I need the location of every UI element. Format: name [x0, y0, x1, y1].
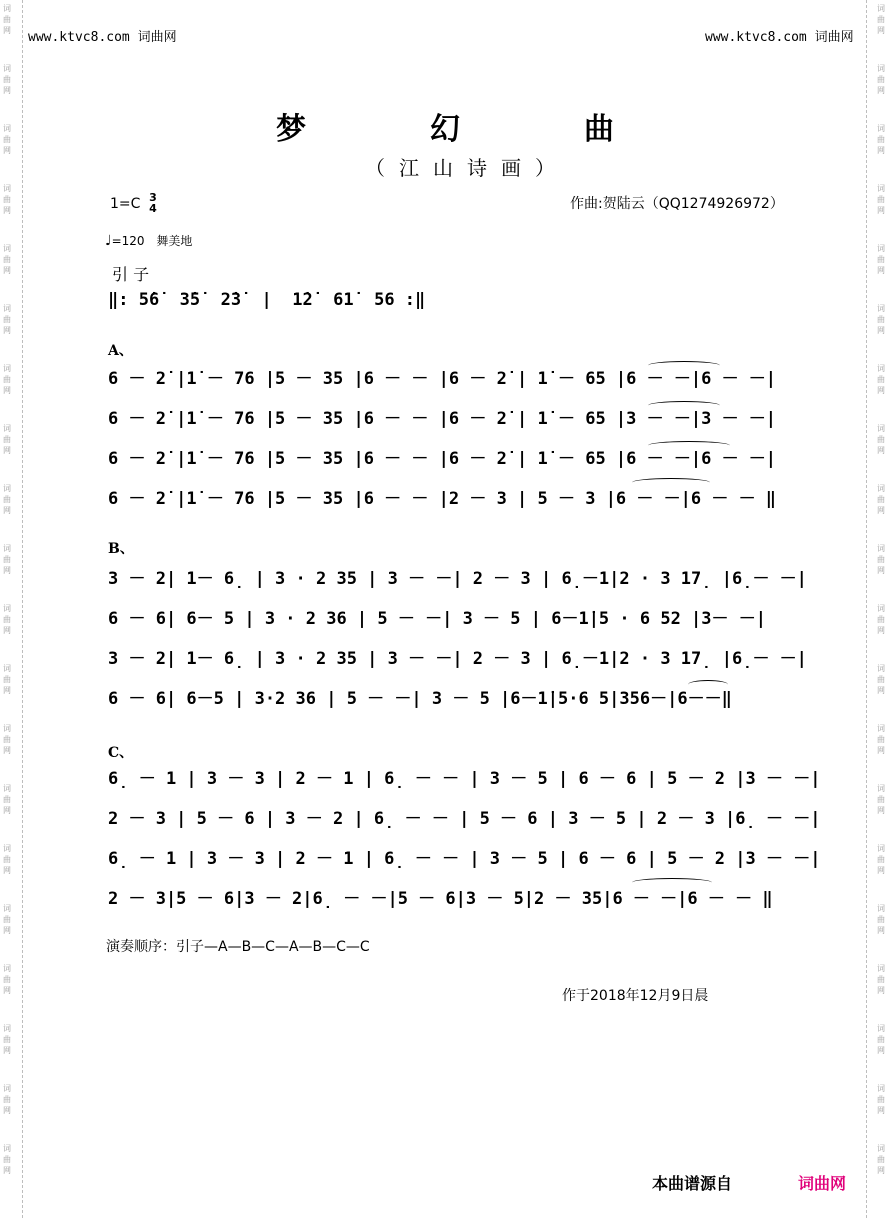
watermark-glyph: 网: [3, 926, 11, 935]
watermark-glyph: 网: [877, 1046, 885, 1055]
left-margin-line: [22, 0, 23, 1218]
watermark-glyph: 词: [3, 184, 11, 193]
watermark-glyph: 网: [877, 566, 885, 575]
intro-label: 引 子: [112, 265, 150, 284]
section-c-line-1: 6̣ － 1 | 3 － 3 | 2 － 1 | 6̣ － － | 3 － 5 | 6 － 6 | 5 － 2 |3 － －|: [108, 769, 821, 789]
watermark-glyph: 网: [3, 866, 11, 875]
watermark-glyph: 曲: [3, 915, 11, 924]
header-left-site[interactable]: www.ktvc8.com 词曲网: [28, 30, 177, 45]
watermark-glyph: 词: [877, 964, 885, 973]
watermark-glyph: 网: [3, 386, 11, 395]
watermark-glyph: 词: [877, 1144, 885, 1153]
watermark-glyph: 网: [877, 86, 885, 95]
time-signature: [148, 192, 158, 214]
watermark-glyph: 曲: [877, 975, 885, 984]
watermark-glyph: 曲: [3, 1035, 11, 1044]
right-margin-line: [866, 0, 867, 1218]
watermark-glyph: 网: [877, 806, 885, 815]
watermark-glyph: 网: [877, 986, 885, 995]
watermark-glyph: 曲: [877, 675, 885, 684]
section-a-line-3: 6 － 2̇ |1̇ － 76 |5 － 35 |6 － － |6 － 2̇ | 1̇ － 65 |6 － －|6 － －|: [108, 449, 777, 469]
watermark-glyph: 词: [3, 364, 11, 373]
footer-source: 本曲谱源自: [652, 1174, 733, 1193]
watermark-glyph: 网: [3, 566, 11, 575]
section-b-line-1: 3 － 2| 1－ 6̣ | 3 · 2 35 | 3 － －| 2 － 3 | 6̣－1|2 · 3 17̣ |6̣－ －|: [108, 569, 807, 589]
tempo: [105, 232, 192, 249]
slur-b4: [688, 680, 728, 689]
watermark-glyph: 网: [3, 206, 11, 215]
watermark-glyph: 词: [3, 244, 11, 253]
watermark-glyph: 曲: [877, 135, 885, 144]
watermark-glyph: 曲: [877, 915, 885, 924]
watermark-glyph: 曲: [877, 195, 885, 204]
watermark-glyph: 词: [877, 484, 885, 493]
watermark-glyph: 网: [877, 866, 885, 875]
watermark-glyph: 词: [3, 1084, 11, 1093]
watermark-glyph: 曲: [877, 1035, 885, 1044]
watermark-glyph: 网: [3, 1046, 11, 1055]
watermark-glyph: 曲: [877, 255, 885, 264]
watermark-glyph: 词: [877, 1084, 885, 1093]
watermark-glyph: 曲: [3, 135, 11, 144]
tempo-expression: 舞美地: [156, 234, 193, 248]
watermark-glyph: 网: [3, 266, 11, 275]
watermark-glyph: 网: [877, 506, 885, 515]
left-watermark-column: [1, 0, 13, 1218]
section-a-line-2: 6 － 2̇ |1̇ － 76 |5 － 35 |6 － － |6 － 2̇ | 1̇ － 65 |3 － －|3 － －|: [108, 409, 777, 429]
time-signature-top: 3: [149, 191, 157, 204]
watermark-glyph: 曲: [877, 375, 885, 384]
watermark-glyph: 词: [3, 664, 11, 673]
watermark-glyph: 词: [3, 4, 11, 13]
slur-c4: [632, 878, 712, 887]
watermark-glyph: 网: [877, 1166, 885, 1175]
watermark-glyph: 词: [3, 304, 11, 313]
watermark-glyph: 网: [3, 746, 11, 755]
watermark-glyph: 曲: [3, 1155, 11, 1164]
watermark-glyph: 词: [877, 664, 885, 673]
watermark-glyph: 网: [3, 86, 11, 95]
watermark-glyph: 曲: [3, 675, 11, 684]
subtitle: （江山诗画）: [365, 156, 569, 180]
watermark-glyph: 网: [3, 806, 11, 815]
watermark-glyph: 曲: [3, 795, 11, 804]
section-c-line-2: 2 － 3 | 5 － 6 | 3 － 2 | 6̣ － － | 5 － 6 | 3 － 5 | 2 － 3 |6̣ － －|: [108, 809, 821, 829]
watermark-glyph: 网: [877, 386, 885, 395]
section-c-line-3: 6̣ － 1 | 3 － 3 | 2 － 1 | 6̣ － － | 3 － 5 | 6 － 6 | 5 － 2 |3 － －|: [108, 849, 821, 869]
title-char-3: 曲: [584, 112, 614, 147]
watermark-glyph: 网: [877, 326, 885, 335]
section-a-line-4: 6 － 2̇ |1̇ － 76 |5 － 35 |6 － － |2 － 3 | 5 － 3 |6 － －|6 － － ‖: [108, 489, 777, 509]
watermark-glyph: 网: [3, 1166, 11, 1175]
slur-a3: [648, 441, 730, 450]
watermark-glyph: 词: [877, 544, 885, 553]
time-signature-bottom: 4: [149, 202, 157, 215]
watermark-glyph: 网: [3, 506, 11, 515]
watermark-glyph: 网: [877, 206, 885, 215]
quarter-note-icon: ♩: [105, 233, 112, 249]
section-a-label: A、: [108, 343, 133, 359]
section-b-line-2: 6 － 6| 6－ 5 | 3 · 2 36 | 5 － －| 3 － 5 | 6－1̇|5 · 6 52 |3－ －|: [108, 609, 766, 629]
watermark-glyph: 曲: [3, 375, 11, 384]
watermark-glyph: 网: [877, 626, 885, 635]
watermark-glyph: 网: [3, 1106, 11, 1115]
watermark-glyph: 词: [3, 424, 11, 433]
watermark-glyph: 曲: [3, 615, 11, 624]
watermark-glyph: 曲: [3, 495, 11, 504]
watermark-glyph: 词: [877, 244, 885, 253]
watermark-glyph: 词: [3, 544, 11, 553]
watermark-glyph: 词: [3, 1024, 11, 1033]
watermark-glyph: 词: [877, 604, 885, 613]
watermark-glyph: 曲: [877, 735, 885, 744]
watermark-glyph: 曲: [877, 1095, 885, 1104]
watermark-glyph: 词: [877, 904, 885, 913]
watermark-glyph: 曲: [3, 15, 11, 24]
watermark-glyph: 词: [877, 1024, 885, 1033]
section-c-label: C、: [108, 745, 134, 761]
watermark-glyph: 网: [3, 326, 11, 335]
watermark-glyph: 词: [877, 64, 885, 73]
section-a-line-1: 6 － 2̇ |1̇ － 76 |5 － 35 |6 － － |6 － 2̇ | 1̇ － 65 |6 － －|6 － －|: [108, 369, 777, 389]
section-b-line-4: 6 － 6| 6－5 | 3·2 36 | 5 － －| 3 － 5 |6－1̇|5·6 5|356－|6－－‖: [108, 689, 732, 709]
watermark-glyph: 词: [3, 64, 11, 73]
watermark-glyph: 词: [3, 844, 11, 853]
watermark-glyph: 曲: [3, 975, 11, 984]
watermark-glyph: 曲: [3, 435, 11, 444]
watermark-glyph: 网: [877, 26, 885, 35]
watermark-glyph: 曲: [3, 555, 11, 564]
footer-brand-link[interactable]: 词曲网: [798, 1174, 847, 1193]
watermark-glyph: 曲: [3, 735, 11, 744]
watermark-glyph: 词: [877, 364, 885, 373]
watermark-glyph: 网: [877, 146, 885, 155]
watermark-glyph: 曲: [877, 1155, 885, 1164]
watermark-glyph: 曲: [877, 495, 885, 504]
watermark-glyph: 曲: [3, 195, 11, 204]
slur-a2: [648, 401, 720, 410]
watermark-glyph: 曲: [877, 75, 885, 84]
watermark-glyph: 词: [3, 1144, 11, 1153]
title-char-1: 梦: [276, 112, 306, 147]
watermark-glyph: 曲: [3, 855, 11, 864]
key-signature: 1=C: [110, 196, 141, 212]
watermark-glyph: 词: [877, 124, 885, 133]
watermark-glyph: 网: [877, 686, 885, 695]
watermark-glyph: 词: [3, 604, 11, 613]
title-char-2: 幻: [430, 112, 460, 147]
watermark-glyph: 网: [3, 986, 11, 995]
watermark-glyph: 曲: [877, 615, 885, 624]
watermark-glyph: 词: [877, 304, 885, 313]
watermark-glyph: 曲: [877, 555, 885, 564]
composer: 作曲:贺陆云（QQ1274926972）: [570, 196, 784, 212]
watermark-glyph: 曲: [3, 1095, 11, 1104]
slur-a1: [648, 361, 720, 370]
performance-order: 演奏顺序：引子—A—B—C—A—B—C—C: [106, 939, 370, 955]
watermark-glyph: 曲: [3, 315, 11, 324]
watermark-glyph: 曲: [877, 855, 885, 864]
watermark-glyph: 词: [877, 4, 885, 13]
watermark-glyph: 曲: [877, 15, 885, 24]
right-watermark-column: [875, 0, 887, 1218]
watermark-glyph: 词: [877, 724, 885, 733]
watermark-glyph: 词: [877, 184, 885, 193]
watermark-glyph: 词: [3, 904, 11, 913]
watermark-glyph: 网: [3, 146, 11, 155]
watermark-glyph: 曲: [877, 795, 885, 804]
watermark-glyph: 网: [3, 26, 11, 35]
watermark-glyph: 词: [3, 484, 11, 493]
tempo-value: =120: [111, 234, 145, 248]
watermark-glyph: 曲: [877, 315, 885, 324]
watermark-glyph: 网: [3, 626, 11, 635]
watermark-glyph: 词: [877, 844, 885, 853]
section-b-label: B、: [108, 541, 134, 557]
watermark-glyph: 网: [877, 266, 885, 275]
watermark-glyph: 词: [3, 964, 11, 973]
section-b-line-3: 3 － 2| 1－ 6̣ | 3 · 2 35 | 3 － －| 2 － 3 | 6̣－1|2 · 3 17̣ |6̣－ －|: [108, 649, 807, 669]
watermark-glyph: 网: [877, 926, 885, 935]
slur-a4: [632, 478, 710, 487]
watermark-glyph: 网: [877, 746, 885, 755]
watermark-glyph: 词: [3, 124, 11, 133]
watermark-glyph: 词: [877, 424, 885, 433]
watermark-glyph: 网: [877, 446, 885, 455]
watermark-glyph: 网: [3, 686, 11, 695]
intro-line: ‖: 5̇6̇ 3̇5̇ 2̇3̇ | 1̇2̇ 61̇ 56 :‖: [108, 290, 426, 310]
watermark-glyph: 词: [877, 784, 885, 793]
watermark-glyph: 网: [3, 446, 11, 455]
watermark-glyph: 词: [3, 784, 11, 793]
watermark-glyph: 网: [877, 1106, 885, 1115]
watermark-glyph: 词: [3, 724, 11, 733]
watermark-glyph: 曲: [3, 255, 11, 264]
watermark-glyph: 曲: [3, 75, 11, 84]
composition-date: 作于2018年12月9日晨: [562, 988, 709, 1004]
header-right-site[interactable]: www.ktvc8.com 词曲网: [705, 30, 854, 45]
section-c-line-4: 2 － 3|5 － 6|3 － 2|6̣ － －|5 － 6|3 － 5|2 － 35|6 － －|6 － － ‖: [108, 889, 773, 909]
watermark-glyph: 曲: [877, 435, 885, 444]
